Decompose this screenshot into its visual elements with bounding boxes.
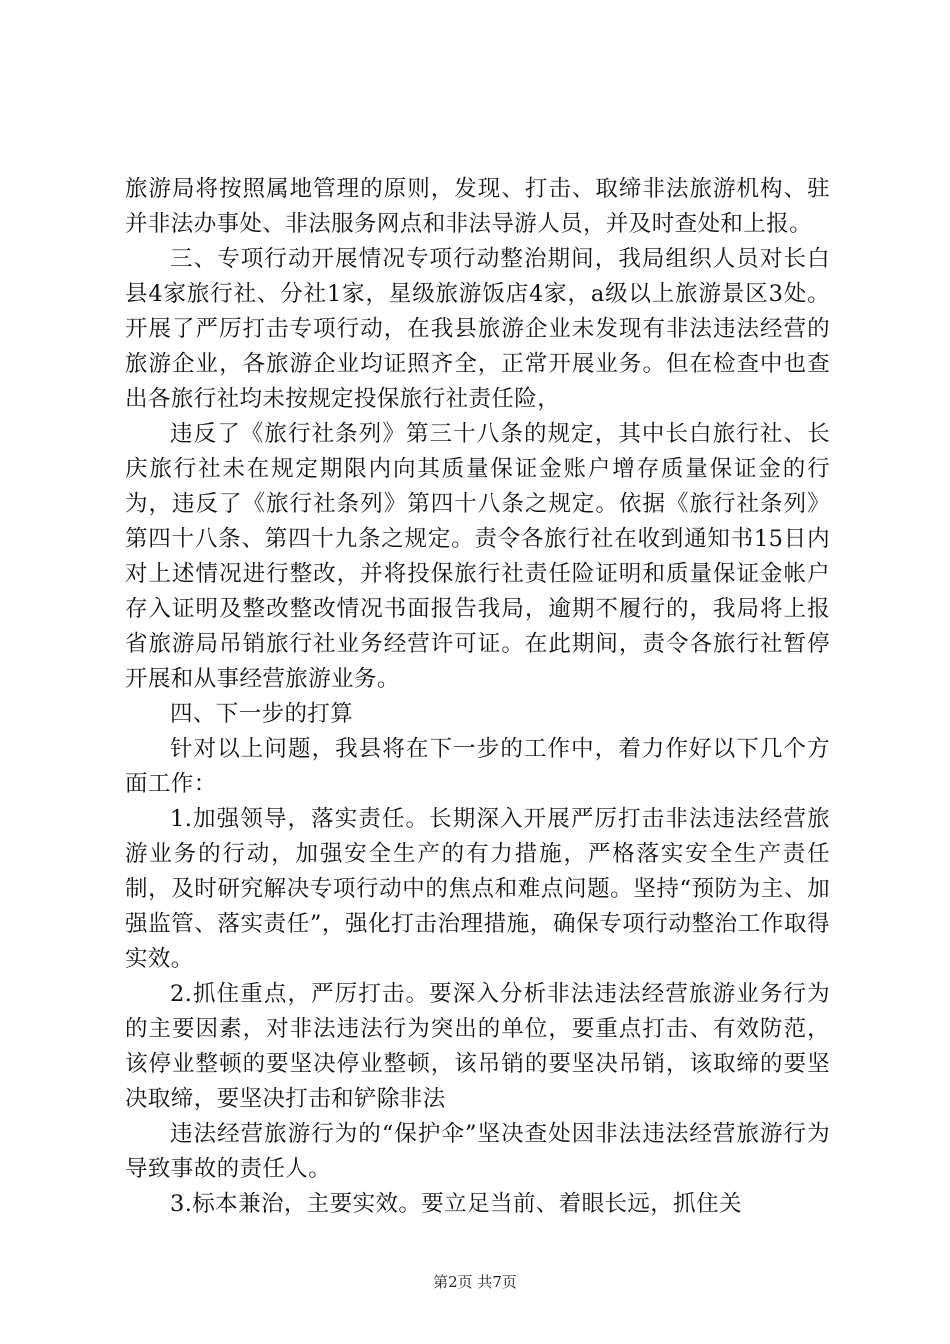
paragraph-item-2: 2.抓住重点，严厉打击。要深入分析非法违法经营旅游业务行为的主要因素，对非法违法行为突出的单位，要重点打击、有效防范，该停业整顿的要坚决停业整顿，该吊销的要坚决吊销，该取缔的要坚决取缔，要坚决打击和铲除非法 xyxy=(125,981,830,1112)
page-number-footer: 第2页 共7页 xyxy=(433,1273,517,1291)
paragraph-intro-plan: 针对以上问题，我县将在下一步的工作中，着力作好以下几个方面工作： xyxy=(125,736,830,797)
section-heading-four: 四、下一步的打算 xyxy=(170,701,354,727)
paragraph-item-1: 1.加强领导，落实责任。长期深入开展严厉打击非法违法经营旅游业务的行动，加强安全生产的有力措施，严格落实安全生产责任制，及时研究解决专项行动中的焦点和难点问题。坚持“预防为主、加强监管、落实责任”，强化打击治理措施，确保专项行动整治工作取得实效。 xyxy=(125,806,830,972)
paragraph-item-2-continued: 违法经营旅游行为的“保护伞”坚决查处因非法违法经营旅游行为导致事故的责任人。 xyxy=(125,1121,830,1182)
paragraph-item-3: 3.标本兼治，主要实效。要立足当前、着眼长远，抓住关 xyxy=(170,1191,742,1217)
document-body xyxy=(125,172,830,1222)
paragraph-violations: 违反了《旅行社条列》第三十八条的规定，其中长白旅行社、长庆旅行社未在规定期限内向其质量保证金账户增存质量保证金的行为，违反了《旅行社条列》第四十八条之规定。依据《旅行社条列》第四十八条、第四十九条之规定。责令各旅行社在收到通知书15日内对上述情况进行整改，并将投保旅行社责任险证明和质量保证金帐户存入证明及整改整改情况书面报告我局，逾期不履行的，我局将上报省旅游局吊销旅行社业务经营许可证。在此期间，责令各旅行社暂停开展和从事经营旅游业务。 xyxy=(125,421,830,692)
paragraph-section-three: 三、专项行动开展情况专项行动整治期间，我局组织人员对长白县4家旅行社、分社1家，星级旅游饭店4家，a级以上旅游景区3处。开展了严厉打击专项行动，在我县旅游企业未发现有非法违法经营的旅游企业，各旅游企业均证照齐全，正常开展业务。但在检查中也查出各旅行社均未按规定投保旅行社责任险， xyxy=(125,246,830,412)
paragraph-continuation: 旅游局将按照属地管理的原则，发现、打击、取缔非法旅游机构、驻并非法办事处、非法服务网点和非法导游人员，并及时查处和上报。 xyxy=(125,176,830,237)
